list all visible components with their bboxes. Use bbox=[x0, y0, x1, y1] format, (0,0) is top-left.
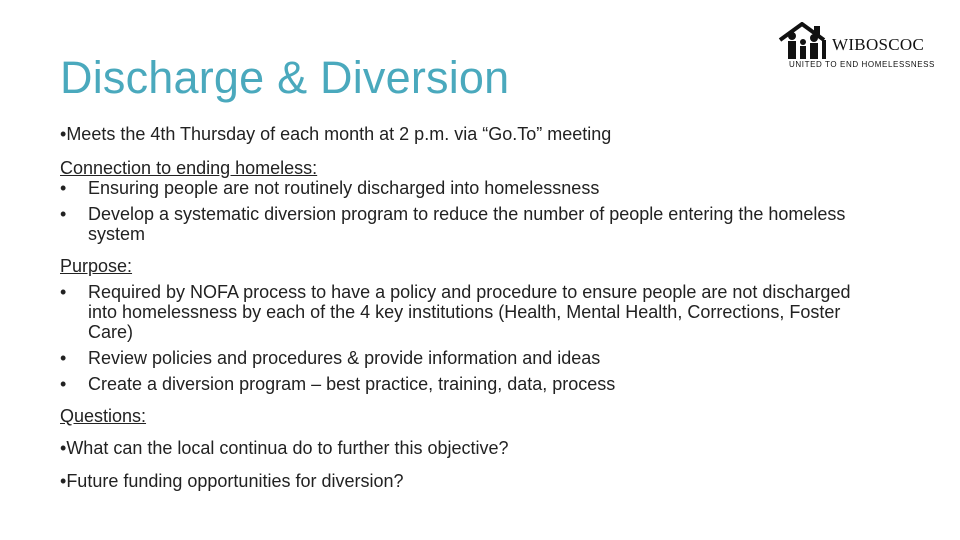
list-item bbox=[60, 178, 880, 198]
bullet: • bbox=[60, 438, 67, 458]
questions-section bbox=[60, 406, 880, 491]
list-item-text: Review policies and procedures & provide information and ideas bbox=[88, 348, 601, 368]
question-item bbox=[60, 471, 880, 491]
connection-heading: Connection to ending homeless: bbox=[60, 158, 318, 178]
questions-heading: Questions: bbox=[60, 406, 147, 426]
list-item-text: Develop a systematic diversion program to reduce the number of people entering the homeless system bbox=[88, 204, 846, 244]
wiboscoc-logo bbox=[776, 22, 935, 72]
question-item bbox=[60, 438, 880, 458]
meeting-info bbox=[60, 124, 880, 144]
list-item bbox=[60, 282, 880, 342]
bullet: • bbox=[60, 204, 67, 224]
logo-name: WIBOSCOC bbox=[832, 35, 925, 54]
purpose-heading: Purpose: bbox=[60, 256, 133, 276]
bullet: • bbox=[60, 178, 67, 198]
list-item-text: Create a diversion program – best practice, training, data, process bbox=[88, 374, 616, 394]
meeting-text: Meets the 4th Thursday of each month at 2 p.m. via “Go.To” meeting bbox=[66, 124, 612, 144]
question-text: What can the local continua do to further this objective? bbox=[66, 438, 509, 458]
bullet: • bbox=[60, 282, 67, 302]
list-item bbox=[60, 348, 880, 368]
list-item-text: Ensuring people are not routinely discharged into homelessness bbox=[88, 178, 600, 198]
logo-tagline: UNITED TO END HOMELESSNESS bbox=[789, 60, 935, 69]
slide-title: Discharge & Diversion bbox=[60, 52, 510, 103]
question-text: Future funding opportunities for diversion? bbox=[66, 471, 404, 491]
slide-body bbox=[60, 124, 880, 491]
list-item-text: Required by NOFA process to have a policy and procedure to ensure people are not discharged into homelessness by each of the 4 key institutions (Health, Mental Health, Corrections, Foster Care) bbox=[88, 282, 851, 342]
bullet: • bbox=[60, 124, 67, 144]
list-item bbox=[60, 204, 880, 244]
bullet: • bbox=[60, 374, 67, 394]
list-item bbox=[60, 374, 880, 394]
bullet: • bbox=[60, 348, 67, 368]
people-house-icon bbox=[776, 22, 832, 62]
purpose-section bbox=[60, 256, 880, 394]
bullet: • bbox=[60, 471, 67, 491]
connection-section bbox=[60, 158, 880, 244]
